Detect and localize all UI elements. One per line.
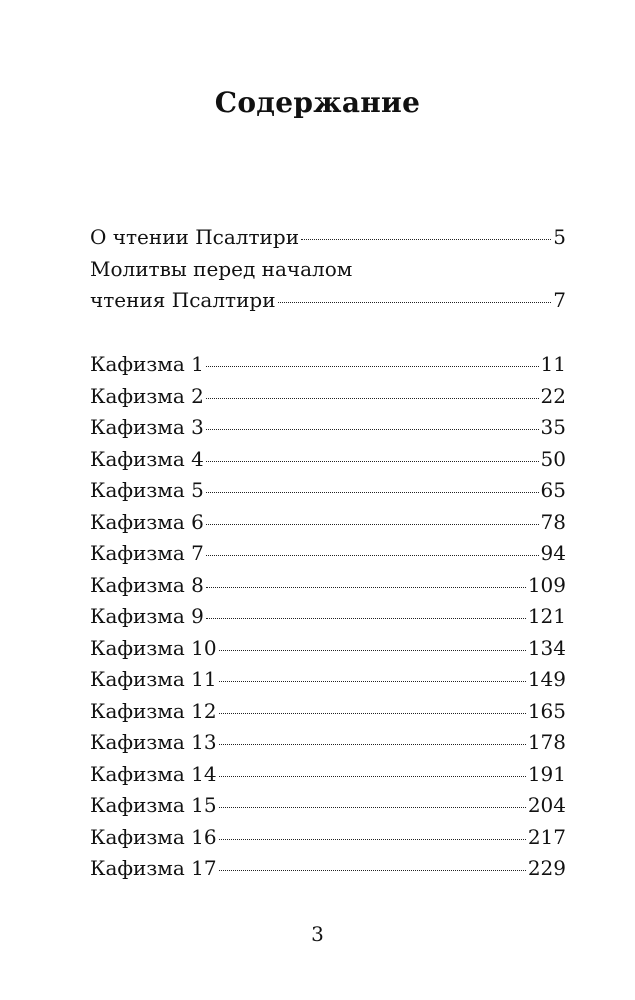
toc-entry-page: 35 — [540, 415, 566, 439]
dot-leader — [278, 301, 552, 303]
toc-entry-label: Кафизма 13 — [90, 730, 217, 754]
toc-entry-page: 149 — [527, 667, 566, 691]
toc-entry-label: чтения Псалтири — [90, 288, 276, 312]
toc-entry-page: 109 — [527, 572, 566, 597]
dot-leader — [206, 491, 539, 493]
dot-leader — [219, 869, 526, 871]
dot-leader — [219, 743, 526, 745]
toc-entry-kathisma-15[interactable] — [90, 789, 566, 821]
toc-entry-kathisma-2[interactable] — [90, 380, 566, 412]
toc-entry-page: 65 — [540, 478, 566, 502]
toc-entry-label: Кафизма 1 — [90, 352, 204, 376]
toc-entry-kathisma-4[interactable] — [90, 443, 566, 475]
dot-leader — [206, 617, 526, 619]
toc-entry-label: Кафизма 12 — [90, 698, 217, 723]
page-title: Содержание — [214, 86, 421, 119]
toc-entry-page: 50 — [540, 446, 566, 471]
toc-entry-page: 178 — [527, 730, 566, 754]
toc-entry-kathisma-13[interactable] — [90, 726, 566, 758]
toc-entry-page: 217 — [527, 824, 566, 849]
toc-entry-label: Кафизма 17 — [90, 856, 217, 880]
toc-entry-page: 134 — [527, 635, 566, 660]
toc-entry-label: Кафизма 16 — [90, 824, 217, 849]
toc-entry-kathisma-5[interactable] — [90, 474, 566, 506]
dot-leader — [219, 806, 526, 808]
toc-entry-label: Кафизма 6 — [90, 509, 204, 534]
toc-entry-kathisma-10[interactable] — [90, 632, 566, 664]
toc-entry-prayers[interactable] — [90, 284, 566, 316]
toc-entry-label: Кафизма 8 — [90, 572, 204, 597]
page-number: 3 — [311, 922, 324, 946]
dot-leader — [219, 838, 526, 840]
toc-entry-page: 165 — [527, 698, 566, 723]
toc-entry-label: Кафизма 10 — [90, 635, 217, 660]
toc-entry-kathisma-3[interactable] — [90, 411, 566, 443]
toc-entry-label: Кафизма 7 — [90, 541, 204, 565]
toc-entry-reading-psalter[interactable] — [90, 221, 566, 253]
dot-leader — [219, 649, 526, 651]
toc-entry-label-line1: Молитвы перед началом — [90, 257, 353, 281]
dot-leader — [219, 680, 526, 682]
toc-entry-page: 121 — [527, 604, 566, 628]
toc-entry-label: Кафизма 9 — [90, 604, 204, 628]
dot-leader — [219, 775, 526, 777]
toc-entry-label: Кафизма 2 — [90, 383, 204, 408]
dot-leader — [219, 712, 526, 714]
dot-leader — [206, 365, 539, 367]
toc-entry-label: Кафизма 15 — [90, 793, 217, 817]
dot-leader — [206, 523, 539, 525]
toc-entry-label: О чтении Псалтири — [90, 225, 300, 249]
dot-leader — [206, 428, 539, 430]
toc-entry-label: Кафизма 4 — [90, 446, 204, 471]
toc-entry-label: Кафизма 14 — [90, 761, 217, 786]
toc-entry-page: 7 — [553, 288, 566, 312]
dot-leader — [206, 397, 539, 399]
toc-entry-page: 229 — [527, 856, 566, 880]
toc-entry-kathisma-6[interactable] — [90, 506, 566, 538]
toc-entry-page: 11 — [540, 352, 566, 376]
toc-entry-label: Кафизма 5 — [90, 478, 204, 502]
toc-entry-label: Кафизма 3 — [90, 415, 204, 439]
toc-entry-kathisma-12[interactable] — [90, 695, 566, 727]
toc-entry-kathisma-1[interactable] — [90, 348, 566, 380]
toc-entry-page: 191 — [527, 761, 566, 786]
toc-entry-kathisma-14[interactable] — [90, 758, 566, 790]
toc-entry-page: 78 — [540, 509, 566, 534]
toc-entry-kathisma-17[interactable] — [90, 852, 566, 884]
toc-entry-kathisma-9[interactable] — [90, 600, 566, 632]
toc-entry-page: 5 — [553, 225, 566, 249]
toc-entry-kathisma-8[interactable] — [90, 569, 566, 601]
dot-leader — [301, 238, 551, 240]
dot-leader — [206, 554, 539, 556]
toc-entry-kathisma-7[interactable] — [90, 537, 566, 569]
dot-leader — [206, 586, 526, 588]
toc-entry-page: 22 — [540, 383, 566, 408]
toc-entry-kathisma-16[interactable] — [90, 821, 566, 853]
dot-leader — [206, 460, 539, 462]
toc-entry-label: Кафизма 11 — [90, 667, 217, 691]
toc-entry-page: 94 — [540, 541, 566, 565]
toc-entry-kathisma-11[interactable] — [90, 663, 566, 695]
toc-entry-page: 204 — [527, 793, 566, 817]
